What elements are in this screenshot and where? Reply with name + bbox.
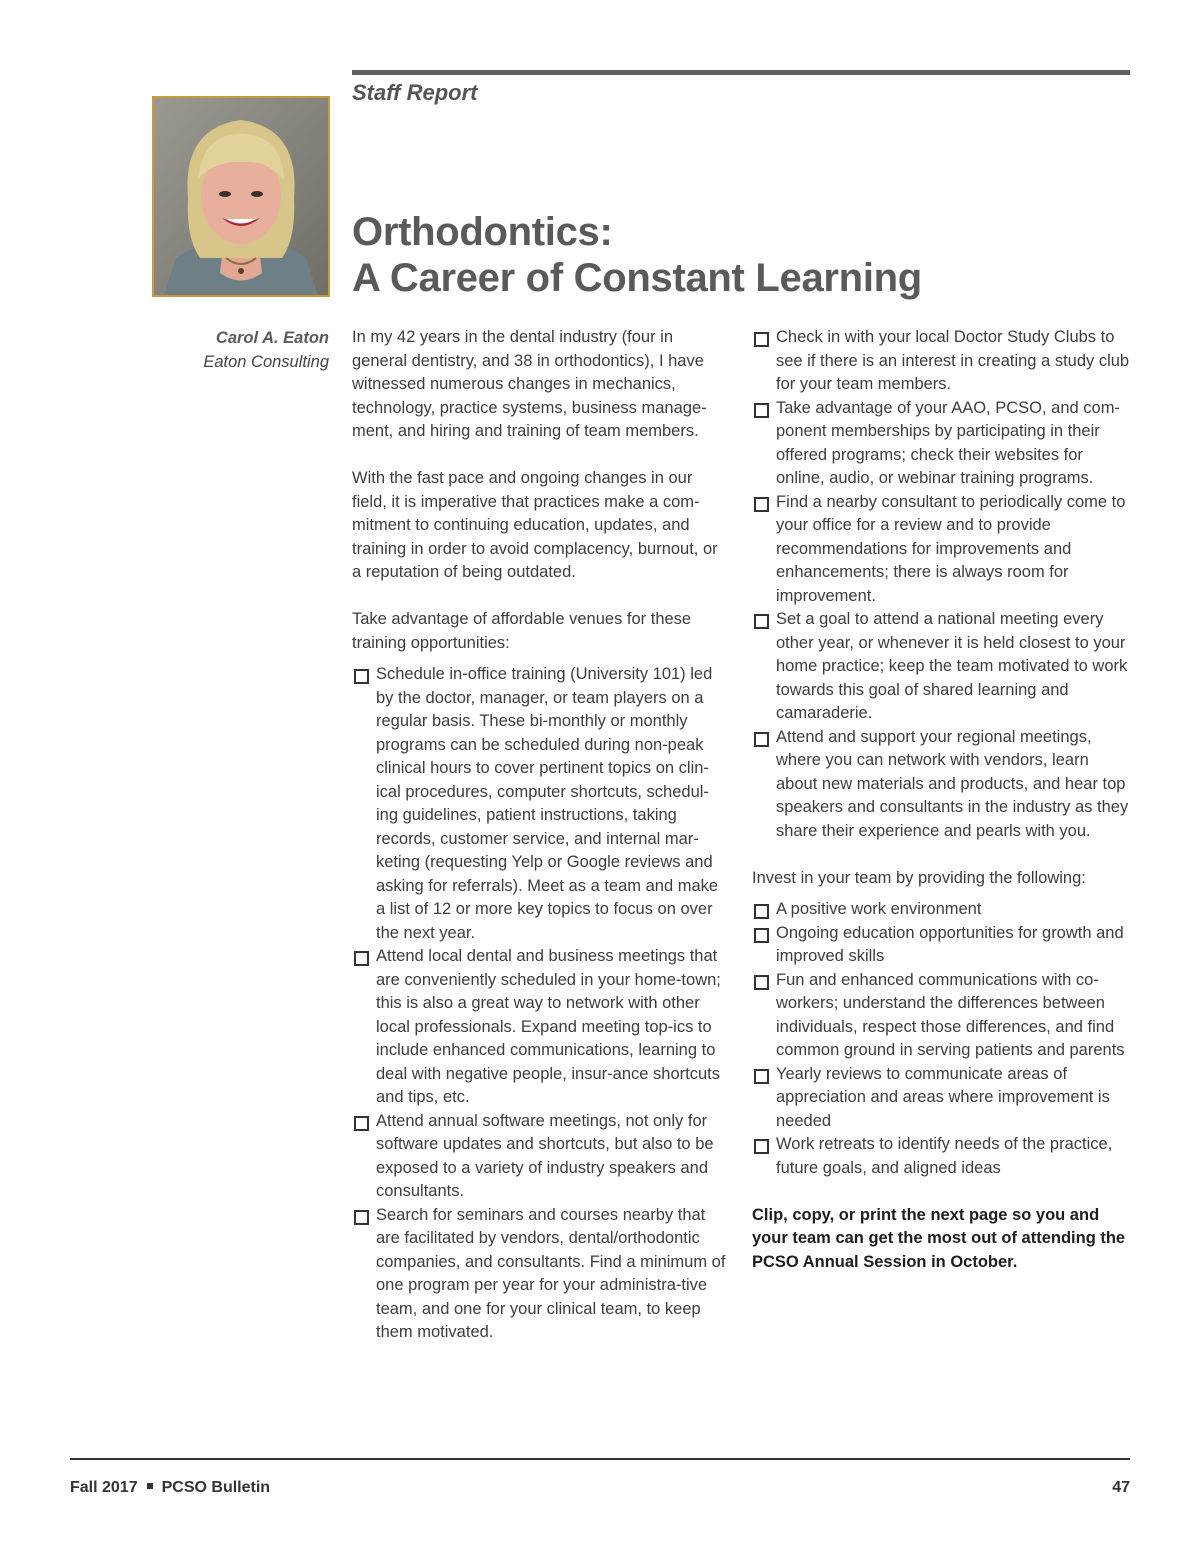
list-item: Work retreats to identify needs of the practice, future goals, and aligned ideas [752, 1133, 1132, 1180]
footer-season: Fall 2017 [70, 1479, 138, 1496]
author-photo [152, 96, 330, 297]
closing-note: Clip, copy, or print the next page so you and your team can get the most out of attending the PCSO Annual Session in October. [752, 1205, 1126, 1271]
list-item: Set a goal to attend a national meeting every other year, or whenever it is held closest to your home practice; keep the team motivated to work towards this goal of shared learning and camaraderie. [752, 608, 1132, 726]
title-line-1: Orthodontics: [352, 210, 613, 254]
article-title [352, 209, 922, 301]
footer-rule [70, 1458, 1130, 1460]
training-venues-list-continued [752, 326, 1132, 843]
author-organization: Eaton Consulting [203, 353, 329, 371]
list-item: Attend local dental and business meetings that are conveniently scheduled in your home-town; this is also a great way to network with other local professionals. Expand meeting top-ics to include enhanced communications, learning to deal with negative people, insur-ance shortcuts and tips, etc. [352, 945, 730, 1110]
paragraph-3: Take advantage of affordable venues for these training opportunities: [352, 610, 692, 652]
byline [203, 326, 329, 374]
list-item: Ongoing education opportunities for growth and improved skills [752, 922, 1132, 969]
footer-publication-info [70, 1479, 270, 1497]
bullet-separator-icon [147, 1483, 153, 1489]
author-name: Carol A. Eaton [215, 329, 329, 347]
section-label: Staff Report [352, 80, 478, 105]
list-item: Take advantage of your AAO, PCSO, and com-ponent memberships by participating in their offered programs; check their websites for online, audio, or webinar training programs. [752, 397, 1132, 491]
left-column [352, 326, 730, 1345]
title-line-2: A Career of Constant Learning [352, 256, 922, 300]
list-item: Fun and enhanced communications with co-workers; understand the differences between individuals, respect those differences, and find common ground in serving patients and parents [752, 969, 1132, 1063]
right-column [752, 326, 1132, 1274]
footer-publication: PCSO Bulletin [161, 1479, 271, 1496]
list-item: Find a nearby consultant to periodically come to your office for a review and to provide recommendations for improvements and enhancements; there is always room for improvement. [752, 491, 1132, 609]
list-item: Schedule in-office training (University 101) led by the doctor, manager, or team players on a regular basis. These bi-monthly or monthly programs can be scheduled during non-peak clinical hours to cover pertinent topics on clin-ical procedures, computer shortcuts, schedul-ing guidelines, patient instructions, taking records, customer service, and internal mar-keting (requesting Yelp or Google reviews and asking for referrals). Meet as a team and make a list of 12 or more key topics to focus on over the next year. [352, 663, 730, 945]
list-item: Yearly reviews to communicate areas of appreciation and areas where improvement is needed [752, 1063, 1132, 1134]
paragraph-2: With the fast pace and ongoing changes in our field, it is imperative that practices make a com-mitment to continuing education, updates, and training in order to avoid complacency, burnout, or a reputation of being outdated. [352, 469, 718, 581]
list-item: Check in with your local Doctor Study Clubs to see if there is an interest in creating a study club for your team members. [752, 326, 1132, 397]
invest-intro: Invest in your team by providing the following: [752, 868, 1086, 887]
list-item: A positive work environment [752, 898, 1132, 922]
header-rule [352, 70, 1130, 75]
list-item: Attend annual software meetings, not only for software updates and shortcuts, but also to be exposed to a variety of industry speakers and consultants. [352, 1110, 730, 1204]
training-venues-list [352, 663, 730, 1345]
author-portrait-icon [154, 98, 328, 295]
list-item: Attend and support your regional meetings, where you can network with vendors, learn about new materials and products, and hear top speakers and consultants in the industry as they share their experience and pearls with you. [752, 726, 1132, 844]
page-number: 47 [1112, 1479, 1130, 1496]
intro-paragraph: In my 42 years in the dental industry (four in general dentistry, and 38 in orthodontics), I have witnessed numerous changes in mechanics, technology, practice systems, business manage-ment, and hiring and training of team members. [352, 328, 707, 440]
invest-list [752, 898, 1132, 1180]
list-item: Search for seminars and courses nearby that are facilitated by vendors, dental/orthodontic companies, and consultants. Find a minimum of one program per year for your administra-tive team, and one for your clinical team, to keep them motivated. [352, 1204, 730, 1345]
